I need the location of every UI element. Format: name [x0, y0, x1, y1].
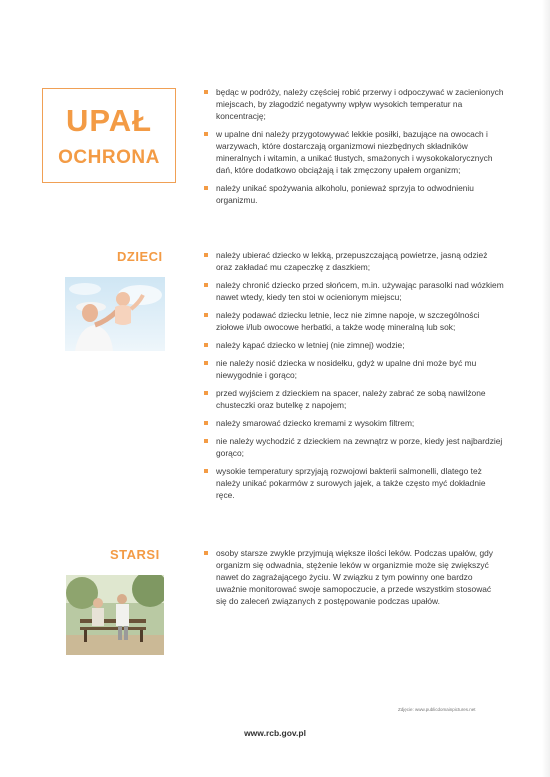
bullet-square-icon — [204, 551, 208, 555]
bullet-square-icon — [204, 361, 208, 365]
bullet-square-icon — [204, 90, 208, 94]
seniors-list — [204, 547, 504, 613]
list-item: należy kąpać dziecko w letniej (nie zimnej) wodzie; — [204, 339, 504, 351]
seniors-image — [66, 575, 164, 655]
page-title: UPAŁ — [65, 103, 153, 138]
general-list — [204, 86, 504, 212]
bullet-square-icon — [204, 253, 208, 257]
bullet-square-icon — [204, 469, 208, 473]
list-item: przed wyjściem z dzieckiem na spacer, należy zabrać ze sobą nawilżone chusteczki oraz butelkę z napojem; — [204, 387, 504, 411]
section-label-children: DZIECI — [117, 249, 163, 264]
bullet-square-icon — [204, 439, 208, 443]
list-item: należy chronić dziecko przed słońcem, m.in. używając parasolki nad wózkiem nawet wtedy, kiedy ten stoi w ocienionym miejscu; — [204, 279, 504, 303]
list-item: należy ubierać dziecko w lekką, przepuszczającą powietrze, jasną odzież oraz zakładać mu czapeczkę z daszkiem; — [204, 249, 504, 273]
list-item: należy unikać spożywania alkoholu, ponieważ sprzyja to odwodnieniu organizmu. — [204, 182, 504, 206]
mother-child-image — [65, 277, 165, 351]
title-box — [42, 88, 176, 183]
bullet-square-icon — [204, 313, 208, 317]
list-item: osoby starsze zwykle przyjmują większe ilości leków. Podczas upałów, gdy organizm się odwadnia, stężenie leków w organizmie może się zwiększyć nawet do zagrażającego życiu. W związku z tym powinny one bardzo uważnie monitorować swoje samopoczucie, a przede wszystkim stosować się do zaleceń związanych z postępowanie podczas upałów. — [204, 547, 504, 607]
bullet-square-icon — [204, 343, 208, 347]
list-item: w upalne dni należy przygotowywać lekkie posiłki, bazujące na owocach i warzywach, które dostarczają organizmowi niezbędnych składników mineralnych i witamin, a unikać tłustych, smażonych i wysokokalorycznych dań, które dodatkowo obciążają i tak zmęczony upałem organizm; — [204, 128, 504, 176]
section-label-seniors: STARSI — [110, 547, 160, 562]
bullet-square-icon — [204, 391, 208, 395]
list-item: będąc w podróży, należy częściej robić przerwy i odpoczywać w zacienionych miejscach, by złagodzić negatywny wpływ wysokich temperatur na koncentrację; — [204, 86, 504, 122]
mother-child-photo — [65, 277, 165, 351]
bullet-square-icon — [204, 283, 208, 287]
photo-credit: Zdjęcie: www.publicdomainpictures.net — [398, 707, 476, 712]
bullet-square-icon — [204, 186, 208, 190]
list-item: wysokie temperatury sprzyjają rozwojowi bakterii salmonelli, dlatego też należy unikać pokarmów z surowych jajek, a także często myć dokładnie ręce. — [204, 465, 504, 501]
list-item: należy smarować dziecko kremami z wysokim filtrem; — [204, 417, 504, 429]
list-item: nie należy nosić dziecka w nosidełku, gdyż w upalne dni może być mu niewygodnie i gorąco; — [204, 357, 504, 381]
bullet-square-icon — [204, 132, 208, 136]
seniors-photo — [66, 575, 164, 655]
children-list — [204, 249, 504, 507]
list-item: nie należy wychodzić z dzieckiem na zewnątrz w porze, kiedy jest najbardziej gorąco; — [204, 435, 504, 459]
scan-edge — [542, 0, 550, 777]
page-subtitle: OCHRONA — [58, 147, 160, 168]
footer-url[interactable]: www.rcb.gov.pl — [244, 728, 306, 738]
bullet-square-icon — [204, 421, 208, 425]
list-item: należy podawać dziecku letnie, lecz nie zimne napoje, w szczególności ziołowe i/lub owocowe herbatki, a także wodę mineralną lub sok; — [204, 309, 504, 333]
